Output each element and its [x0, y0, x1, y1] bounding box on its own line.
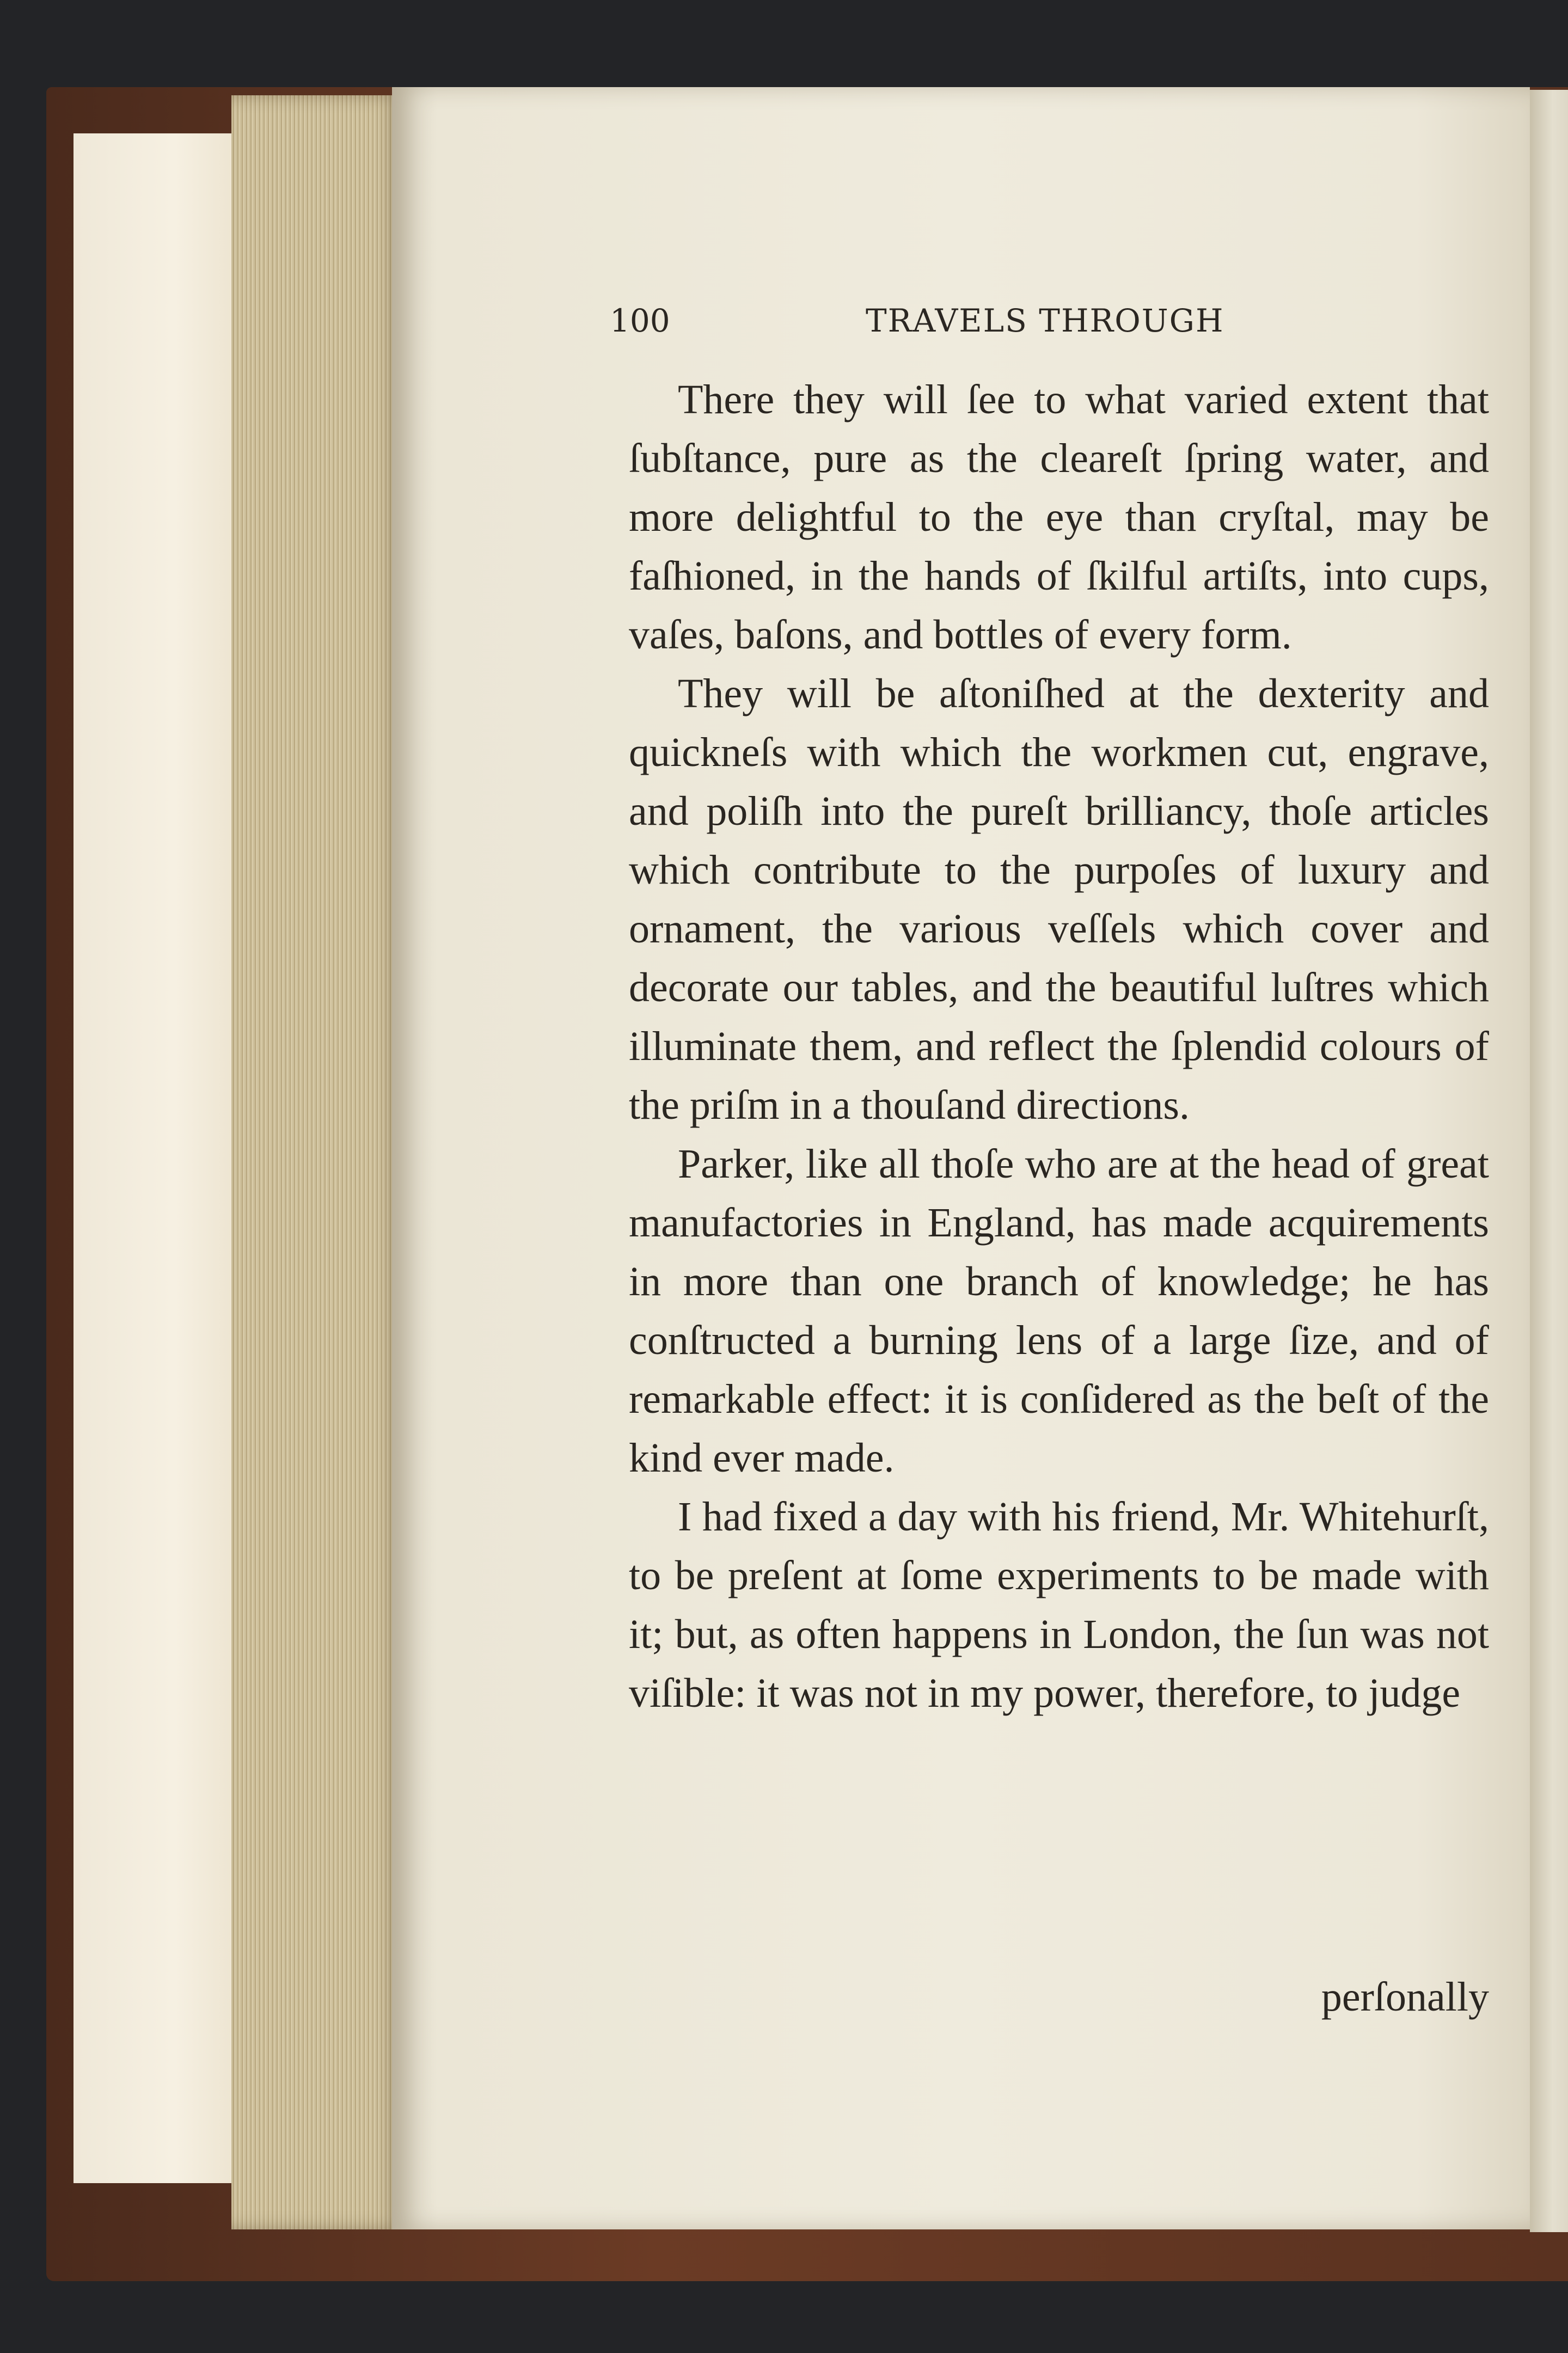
body-text: [629, 370, 1489, 1723]
page-header: [610, 302, 1481, 351]
paragraph: They will be aſtoniſhed at the dexterity and quickneſs with which the workmen cut, engrave, and poliſh into the pureſt brilliancy, thoſe articles which contribute to the purpoſes of luxury and ornament, the various veſſels which cover and decorate our tables, and the beautiful luſtres which illuminate them, and reflect the ſplendid colours of the priſm in a thouſand directions.: [629, 671, 1489, 1128]
running-head: TRAVELS THROUGH: [866, 302, 1224, 339]
paragraph: I had fixed a day with his friend, Mr. Whitehurſt, to be preſent at ſome experiments to be made with it; but, as often happens in London, the ſun was not viſible: it was not in my power, therefore, to judge: [629, 1494, 1489, 1716]
page-number: 100: [610, 302, 670, 339]
next-page-edge: [1530, 90, 1568, 2232]
left-endpaper: [74, 133, 242, 2183]
page-edges: [231, 95, 403, 2229]
paragraph: There they will ſee to what varied extent that ſubſtance, pure as the cleareſt ſpring water, and more delightful to the eye than cryſtal, may be faſhioned, in the hands of ſkilful artiſts, into cups, vaſes, baſons, and bottles of every form.: [629, 377, 1489, 658]
paragraph: Parker, like all thoſe who are at the head of great manufactories in England, has made acquirements in more than one branch of knowledge; he has conſtructed a burning lens of a large ſize, and of remarkable effect: it is conſidered as the beſt of the kind ever made.: [629, 1141, 1489, 1481]
catchword: perſonally: [1321, 1974, 1489, 2020]
